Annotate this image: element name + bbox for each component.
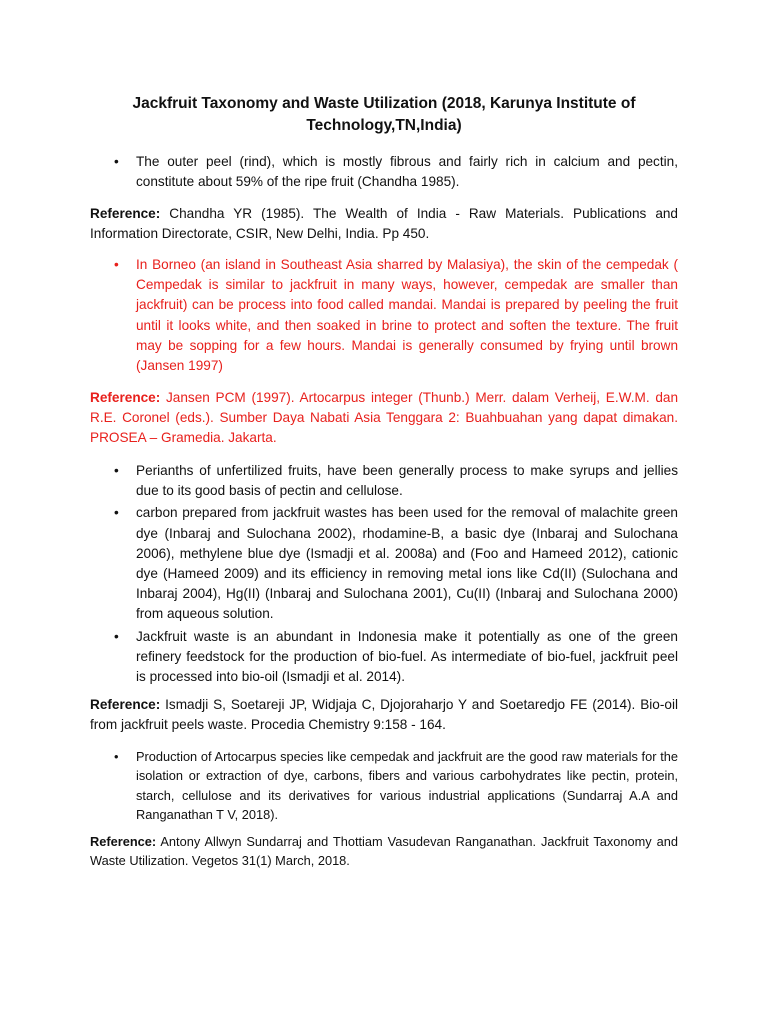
bullet-icon: • — [114, 257, 119, 272]
reference-label: Reference: — [90, 834, 157, 849]
reference-3 — [90, 695, 678, 735]
bullet-list-1 — [90, 152, 678, 194]
reference-text: Antony Allwyn Sundarraj and Thottiam Vasudevan Ranganathan. Jackfruit Taxonomy and Waste Utilization. Vegetos 31(1) March, 2018. — [90, 834, 678, 869]
reference-text: Ismadji S, Soetareji JP, Widjaja C, Djojoraharjo Y and Soetaredjo FE (2014). Bio-oil from jackfruit peels waste. Procedia Chemistry 9:158 - 164. — [90, 697, 678, 733]
list-item — [90, 461, 678, 501]
bullet-text: In Borneo (an island in Southeast Asia sharred by Malasiya), the skin of the cempedak ( Cempedak is similar to jackfruit in many ways, however, cempedak are smaller than jackfruit) can be process into food called mandai. Mandai is prepared by peeling the fruit until it looks white, and then soaked in brine to protect and soften the texture. The fruit may be sopping for a few hours. Mandai is generally consumed by frying until brown (Jansen 1997) — [136, 257, 678, 374]
reference-label: Reference: — [90, 390, 161, 405]
reference-2 — [90, 388, 678, 449]
bullet-list-2 — [90, 255, 678, 378]
bullet-list-3 — [90, 461, 678, 689]
list-item — [90, 627, 678, 688]
bullet-text: Production of Artocarpus species like cempedak and jackfruit are the good raw materials for the isolation or extraction of dye, carbons, fibers and various carbohydrates like pectin, protein, starch, cellulose and its derivatives for various industrial applications (Sundarraj A.A and Ranganathan T V, 2018). — [136, 749, 678, 823]
reference-text: Jansen PCM (1997). Artocarpus integer (Thunb.) Merr. dalam Verheij, E.W.M. dan R.E. Coronel (eds.). Sumber Daya Nabati Asia Tenggara 2: Buahbuahan yang dapat dimakan. PROSEA – Gramedia. Jakarta. — [90, 390, 678, 446]
reference-label: Reference: — [90, 697, 161, 712]
bullet-icon: • — [114, 505, 119, 521]
bullet-text: Perianths of unfertilized fruits, have been generally process to make syrups and jellies due to its good basis of pectin and cellulose. — [136, 463, 678, 499]
list-item — [90, 747, 678, 825]
bullet-text: Jackfruit waste is an abundant in Indonesia make it potentially as one of the green refinery feedstock for the production of bio-fuel. As intermediate of bio-fuel, jackfruit peel is processed into bio-oil (Ismadji et al. 2014). — [136, 628, 678, 685]
bullet-icon: • — [114, 749, 119, 764]
bullet-icon: • — [114, 628, 119, 644]
reference-4 — [90, 832, 678, 871]
bullet-text: The outer peel (rind), which is mostly fibrous and fairly rich in calcium and pectin, constitute about 59% of the ripe fruit (Chandha 1985). — [136, 154, 678, 190]
reference-text: Chandha YR (1985). The Wealth of India - Raw Materials. Publications and Information Directorate, CSIR, New Delhi, India. Pp 450. — [90, 206, 678, 242]
bullet-list-4 — [90, 747, 678, 827]
document-title: Jackfruit Taxonomy and Waste Utilization (2018, Karunya Institute of Technology,TN,India) — [132, 95, 636, 134]
reference-label: Reference: — [90, 206, 161, 221]
bullet-icon: • — [114, 154, 119, 169]
bullet-icon: • — [114, 463, 119, 478]
list-item — [90, 152, 678, 192]
list-item — [90, 503, 678, 624]
bullet-text: carbon prepared from jackfruit wastes has been used for the removal of malachite green dye (Inbaraj and Sulochana 2002), rhodamine-B, a basic dye (Inbaraj and Sulochana 2006), methylene blue dye (Ismadji et al. 2008a) and (Foo and Hameed 2012), cationic dye (Hameed 2009) and its efficiency in removing metal ions like Cd(II) (Sulochana and Inbaraj 2004), Hg(II) (Inbaraj and Sulochana 2001), Cu(II) (Inbaraj and Sulochana 2000) from aqueous solution. — [136, 505, 678, 622]
list-item — [90, 255, 678, 376]
reference-1 — [90, 204, 678, 244]
